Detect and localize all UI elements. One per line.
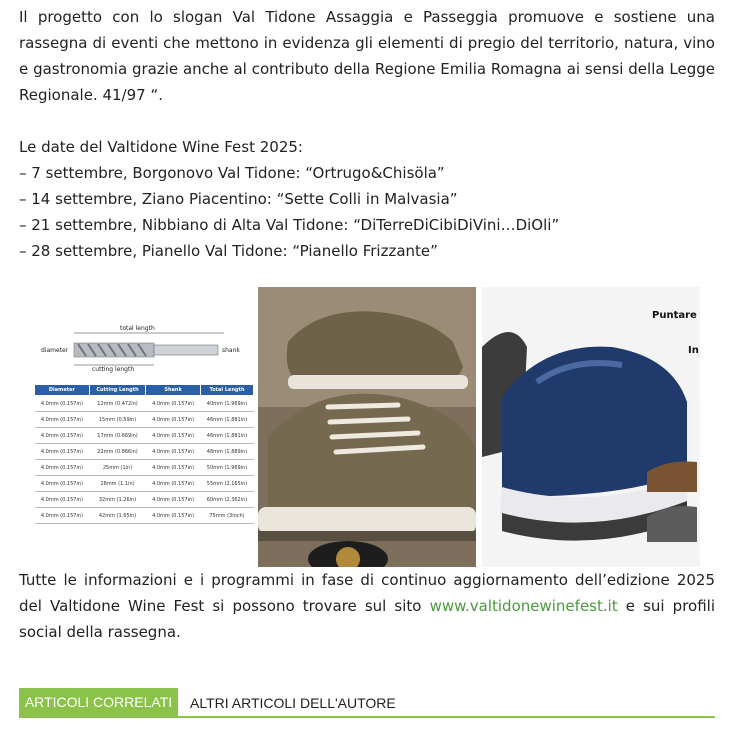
- table-cell: 28mm (1.1in): [89, 476, 145, 492]
- table-header: Shank: [146, 385, 201, 396]
- website-link[interactable]: www.valtidonewinefest.it: [429, 597, 618, 615]
- table-cell: 25mm (1in): [89, 460, 145, 476]
- table-header: Total Length: [201, 385, 254, 396]
- table-cell: 4.0mm (0.157in): [35, 444, 90, 460]
- sneaker-photo: [258, 287, 476, 567]
- table-cell: 4.0mm (0.157in): [35, 460, 90, 476]
- table-cell: 48mm (1.889in): [201, 444, 254, 460]
- ad-blue-shoes[interactable]: [482, 287, 700, 567]
- tool-total-length-label: total length: [120, 325, 155, 332]
- table-header: Diameter: [35, 385, 90, 396]
- ad-tool-spec[interactable]: [34, 287, 254, 567]
- table-cell: 15mm (0.59in): [89, 412, 145, 428]
- outro-text-before: Tutte le informazioni e i programmi in fase di continuo aggiornamento dell’edizione 2025 del Valtidone Wine Fest si possono trovare sul sito: [19, 571, 715, 615]
- table-row: [35, 412, 254, 428]
- dates-heading: Le date del Valtidone Wine Fest 2025:: [19, 138, 303, 156]
- table-cell: 40mm (1.969in): [201, 396, 254, 412]
- ad-label-puntare: Puntare: [652, 310, 697, 321]
- table-cell: 4.0mm (0.157in): [35, 396, 90, 412]
- table-row: [35, 444, 254, 460]
- table-row: [35, 476, 254, 492]
- table-cell: 50mm (1.969in): [201, 460, 254, 476]
- table-cell: 60mm (2.362in): [201, 492, 254, 508]
- related-articles-tabs: [19, 688, 715, 718]
- table-cell: 22mm (0.866in): [89, 444, 145, 460]
- list-item: – 14 settembre, Ziano Piacentino: “Sette Colli in Malvasia”: [19, 190, 458, 208]
- table-cell: 4.0mm (0.157in): [35, 412, 90, 428]
- article-outro: [19, 567, 715, 645]
- table-cell: 4.0mm (0.157in): [146, 412, 201, 428]
- table-row: [35, 460, 254, 476]
- table-cell: 12mm (0.472in): [89, 396, 145, 412]
- dates-list: [19, 160, 715, 264]
- ad-label-in: In: [688, 345, 699, 356]
- table-row: [35, 508, 254, 524]
- list-item: – 7 settembre, Borgonovo Val Tidone: “Ortrugo&Chisöla”: [19, 164, 445, 182]
- outro-text-after: e sui profili social della rassegna.: [19, 597, 716, 641]
- slip-on-shoe-photo: [482, 287, 700, 567]
- ad-banner[interactable]: [34, 287, 700, 567]
- table-cell: 55mm (2.165in): [201, 476, 254, 492]
- table-cell: 4.0mm (0.157in): [35, 428, 90, 444]
- list-item: – 21 settembre, Nibbiano di Alta Val Tidone: “DiTerreDiCibiDiVini…DiOli”: [19, 216, 560, 234]
- tool-shank-label: shank: [222, 347, 240, 354]
- table-cell: 4.0mm (0.157in): [146, 508, 201, 524]
- drill-bit-illustration: [34, 287, 254, 377]
- table-row: [35, 428, 254, 444]
- table-cell: 4.0mm (0.157in): [146, 444, 201, 460]
- article-intro-paragraph: Il progetto con lo slogan Val Tidone Assaggia e Passeggia promuove e sostiene una rassegna di eventi che mettono in evidenza gli elementi di pregio del territorio, natura, vino e gastronomia grazie anche al contributo della Regione Emilia Romagna ai sensi della Legge Regionale. 41/97 “.: [19, 8, 715, 104]
- table-cell: 46mm (1.881in): [201, 428, 254, 444]
- table-cell: 46mm (1.881in): [201, 412, 254, 428]
- tool-cutting-length-label: cutting length: [92, 366, 135, 373]
- table-cell: 32mm (1.26in): [89, 492, 145, 508]
- tab-articoli-correlati[interactable]: ARTICOLI CORRELATI: [19, 688, 178, 716]
- table-cell: 75mm (3inch): [201, 508, 254, 524]
- table-cell: 4.0mm (0.157in): [35, 476, 90, 492]
- table-cell: 17mm (0.669in): [89, 428, 145, 444]
- table-cell: 42mm (1.65in): [89, 508, 145, 524]
- ad-brown-sneakers[interactable]: [258, 287, 476, 567]
- tool-diameter-label: diameter: [41, 347, 69, 354]
- tool-spec-table: [34, 384, 254, 524]
- list-item: – 28 settembre, Pianello Val Tidone: “Pianello Frizzante”: [19, 242, 438, 260]
- article-body: [19, 4, 715, 264]
- table-cell: 4.0mm (0.157in): [146, 396, 201, 412]
- table-cell: 4.0mm (0.157in): [35, 492, 90, 508]
- table-cell: 4.0mm (0.157in): [146, 476, 201, 492]
- table-row: [35, 492, 254, 508]
- table-cell: 4.0mm (0.157in): [146, 428, 201, 444]
- table-cell: 4.0mm (0.157in): [146, 460, 201, 476]
- article-outro-paragraph: [19, 567, 715, 645]
- table-cell: 4.0mm (0.157in): [146, 492, 201, 508]
- table-header: Cutting Length: [89, 385, 145, 396]
- table-cell: 4.0mm (0.157in): [35, 508, 90, 524]
- table-row: [35, 396, 254, 412]
- tab-altri-articoli-autore[interactable]: ALTRI ARTICOLI DELL'AUTORE: [190, 695, 396, 711]
